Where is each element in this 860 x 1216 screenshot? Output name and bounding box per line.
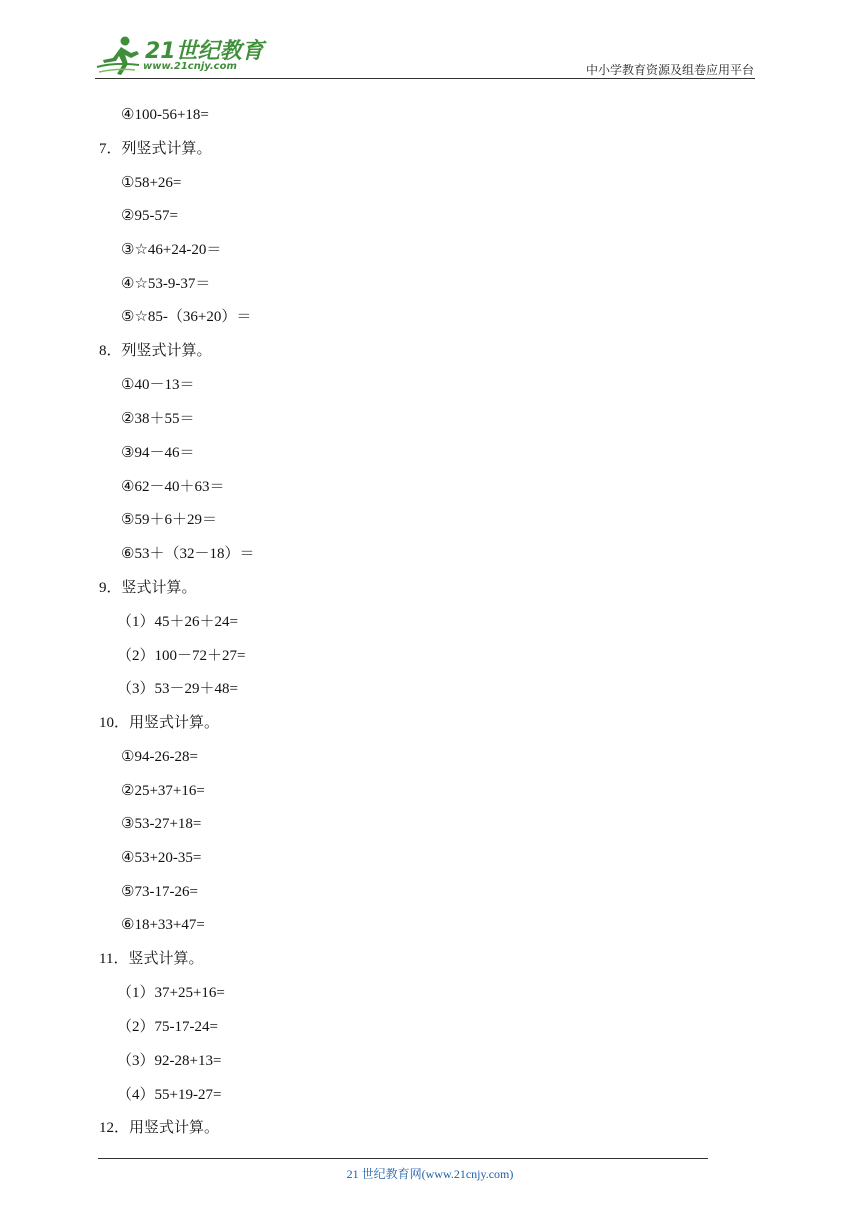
platform-name: 中小学教育资源及组卷应用平台 — [585, 63, 754, 77]
problem-item: ⑤59＋6＋29＝ — [121, 512, 217, 528]
problem-item: ⑤☆85-（36+20）＝ — [121, 309, 252, 325]
problem-item: ①58+26= — [121, 175, 182, 191]
problem-item: ⑤73-17-26= — [121, 884, 198, 900]
logo-text: 21世纪教育 — [145, 39, 264, 64]
problem-item: ③☆46+24-20＝ — [121, 242, 222, 258]
problem-item: ②25+37+16= — [121, 783, 205, 799]
footer-divider — [98, 1158, 708, 1159]
logo-url: www.21cnjy.com — [143, 61, 237, 72]
question-title-12: 12．用竖式计算。 — [99, 1120, 220, 1136]
header-divider — [95, 78, 755, 79]
problem-item: （3）53－29＋48= — [117, 681, 238, 697]
problem-item: ④☆53-9-37＝ — [121, 276, 211, 292]
question-title-9: 9．竖式计算。 — [99, 580, 197, 596]
problem-item: ④62－40＋63＝ — [121, 479, 225, 495]
runner-logo-icon — [95, 34, 143, 78]
question-title-11: 11．竖式计算。 — [99, 951, 204, 967]
question-title-8: 8．列竖式计算。 — [99, 343, 212, 359]
problem-item: （3）92-28+13= — [117, 1053, 222, 1069]
question-title-10: 10．用竖式计算。 — [99, 715, 220, 731]
problem-item: ②95-57= — [121, 208, 178, 224]
problem-item: ①94-26-28= — [121, 749, 198, 765]
problem-item: ④53+20-35= — [121, 850, 202, 866]
problem-item: （4）55+19-27= — [117, 1087, 222, 1103]
problem-item: ⑥53＋（32－18）＝ — [121, 546, 255, 562]
problem-item: （1）45＋26＋24= — [117, 614, 238, 630]
problem-item: ③94－46＝ — [121, 445, 195, 461]
problem-item: （2）100－72＋27= — [117, 648, 246, 664]
site-logo[interactable] — [95, 34, 265, 78]
problem-item: ⑥18+33+47= — [121, 917, 205, 933]
problem-item: （2）75-17-24= — [117, 1019, 218, 1035]
problem-item: ①40－13＝ — [121, 377, 195, 393]
problem-item: ②38＋55＝ — [121, 411, 195, 427]
problem-item: ④100-56+18= — [121, 107, 209, 123]
footer-link[interactable]: 21 世纪教育网(www.21cnjy.com) — [346, 1167, 514, 1181]
page-header — [0, 0, 860, 82]
problem-item: （1）37+25+16= — [117, 985, 225, 1001]
question-title-7: 7．列竖式计算。 — [99, 141, 212, 157]
problem-item: ③53-27+18= — [121, 816, 202, 832]
